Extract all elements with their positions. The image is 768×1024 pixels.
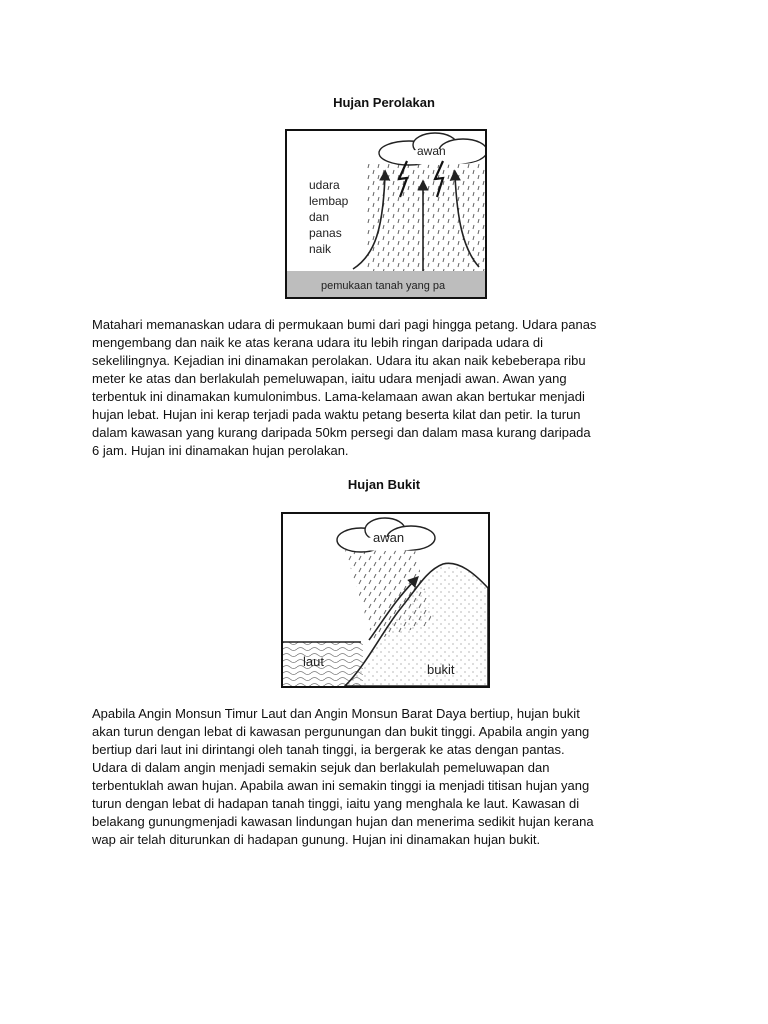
sea-label: laut <box>303 654 324 669</box>
air-label-line: dan <box>309 210 330 224</box>
paragraph-line: dalam kawasan yang kurang daripada 50km persegi dan dalam masa kurang daripada <box>92 425 591 440</box>
rain-streaks <box>365 163 485 273</box>
relief-rain-diagram <box>281 512 490 688</box>
paragraph-line: 6 jam. Hujan ini dinamakan hujan perolakan. <box>92 443 349 458</box>
paragraph-line: Apabila Angin Monsun Timur Laut dan Angin Monsun Barat Daya bertiup, hujan bukit <box>92 706 580 721</box>
paragraph-line: turun dengan lebat di hadapan tanah tinggi, iaitu yang menghala ke laut. Kawasan di <box>92 796 580 811</box>
air-label-line: naik <box>309 242 332 256</box>
paragraph-line: bertiup dari laut ini dirintangi oleh tanah tinggi, ia bergerak ke atas dengan pantas. <box>92 742 565 757</box>
paragraph-line: hujan lebat. Hujan ini kerap terjadi pada waktu petang beserta kilat dan petir. Ia turun <box>92 407 581 422</box>
paragraph-line: terbentuklah awan hujan. Apabila awan ini semakin tinggi ia menjadi titisan hujan yang <box>92 778 590 793</box>
ground-label: pemukaan tanah yang pa <box>321 280 446 292</box>
paragraph-hujan-bukit <box>92 705 692 849</box>
paragraph-line: Udara di dalam angin menjadi semakin sejuk dan berlakulah pemeluwapan dan <box>92 760 550 775</box>
hill-label: bukit <box>427 662 455 677</box>
air-label-line: panas <box>309 226 342 240</box>
convection-rain-diagram <box>285 129 487 299</box>
cloud-label: awan <box>417 144 446 158</box>
paragraph-line: akan turun dengan lebat di kawasan pergunungan dan bukit tinggi. Apabila angin yang <box>92 724 590 739</box>
section-title-hujan-bukit: Hujan Bukit <box>347 477 421 492</box>
cloud-label: awan <box>373 530 405 545</box>
paragraph-line: Matahari memanaskan udara di permukaan bumi dari pagi hingga petang. Udara panas <box>92 317 597 332</box>
paragraph-line: wap air telah diturunkan di hadapan gunung. Hujan ini dinamakan hujan bukit. <box>92 832 541 847</box>
air-label-line: lembap <box>309 194 349 208</box>
paragraph-line: meter ke atas dan berlakulah pemeluwapan, iaitu udara menjadi awan. Awan yang <box>92 371 567 386</box>
section-title-hujan-perolakan: Hujan Perolakan <box>333 95 435 110</box>
paragraph-line: belakang gunungmenjadi kawasan lindungan hujan dan menerima sedikit hujan kerana <box>92 814 594 829</box>
paragraph-line: sekelilingnya. Kejadian ini dinamakan perolakan. Udara itu akan naik kebeberapa ribu <box>92 353 586 368</box>
air-label-line: udara <box>309 178 340 192</box>
paragraph-line: terbentuk ini dinamakan kumulonimbus. Lama-kelamaan awan akan bertukar menjadi <box>92 389 585 404</box>
paragraph-line: mengembang dan naik ke atas kerana udara itu lebih ringan daripada udara di <box>92 335 543 350</box>
paragraph-hujan-perolakan <box>92 316 692 460</box>
